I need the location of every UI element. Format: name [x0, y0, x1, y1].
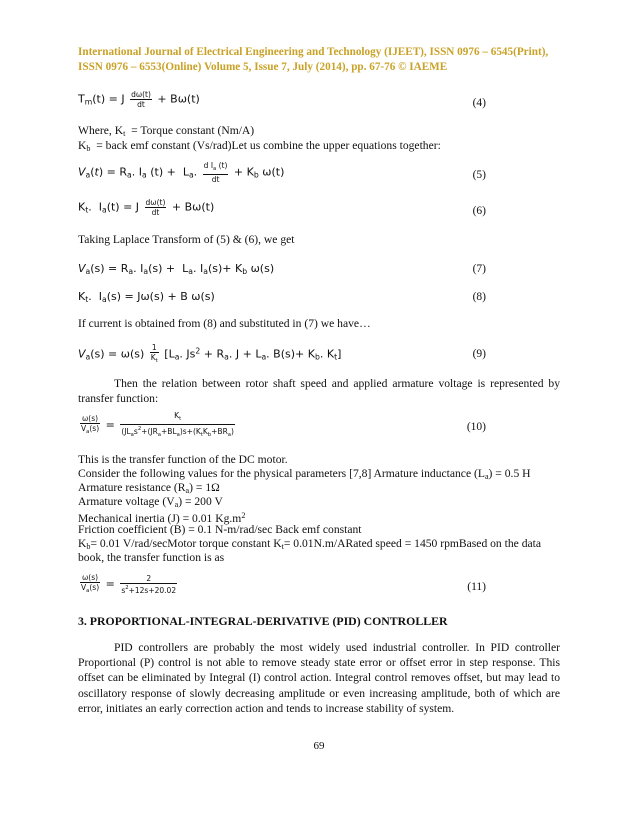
params-line-6: Friction coefficient (B) = 0.1 N-m/rad/sec Back emf constant	[78, 523, 362, 536]
params-line-3b: ) = 1Ω	[189, 481, 220, 494]
equation-4-number: (4)	[472, 97, 486, 109]
equation-5: $V_a(t) = R_a$. $I_a$ $(t) + L_a$. $\frac{d I_a (t)}{dt}$ + $K_b$ ω(t)	[78, 161, 285, 184]
params-line-1: This is the transfer function of the DC motor.	[78, 453, 288, 466]
relation-text: Then the relation between rotor shaft speed and applied armature voltage is represented by transfer function:	[78, 377, 560, 406]
header-line-1: International Journal of Electrical Engineering and Technology (IJEET), ISSN 0976 – 6545(Print),	[78, 46, 549, 58]
params-line-3a: Armature resistance (R	[78, 481, 186, 494]
equation-8-number: (8)	[472, 291, 486, 303]
params-line-4: Armature voltage $(V_a) = 200$ V	[78, 495, 223, 509]
equation-4: $T_m(t) = J$ $\frac{d\omega(t)}{dt}$ + Bω(t)	[78, 90, 200, 109]
params-line-8: book, the transfer function is as	[78, 551, 225, 564]
params-line-7a: K	[78, 537, 87, 550]
section-heading: 3. PROPORTIONAL-INTEGRAL-DERIVATIVE (PID) CONTROLLER	[78, 614, 448, 628]
equation-11: $\frac{\omega(s)}{V_a(s)}$ = $\frac{2}{s^2+12s+20.02}$	[81, 573, 177, 595]
params-line-4a: Armature voltage (V	[78, 495, 175, 508]
params-line-2a: Consider the following values for the physical parameters [7,8] Armature inductance (L	[78, 467, 485, 480]
equation-6: $K_t$. $I_a(t) = J$ $\frac{d\omega(t)}{dt}$ + Bω(t)	[78, 198, 215, 217]
where-line-1: Where, $K_t$ = Torque constant (Nm/A)	[78, 124, 255, 138]
pid-paragraph: PID controllers are probably the most widely used industrial controller. In PID controller Proportional (P) control is not able to remove steady state error or offset error in step response. This offset can be eliminated by Integral (I) control action. Integral control removes offset, but may lead to oscillatory response of slowly decreasing amplitude or even increasing amplitude, both of which are error, initiates an early correction action and tends to increase stability of system.	[78, 641, 560, 715]
params-line-7: $K_b= 0.01$ V/rad/secMotor torque constant $K_t=$ 0.01N.m/ARated speed = 1450 rpmBased on the data	[78, 537, 541, 551]
where-line-2: $K_b$ = back emf constant (Vs/rad)Let us combine the upper equations together:	[78, 139, 441, 153]
equation-11-number: (11)	[467, 581, 486, 593]
laplace-text: Taking Laplace Transform of (5) & (6), we get	[78, 233, 295, 246]
header-line-2: ISSN 0976 – 6553(Online) Volume 5, Issue 7, July (2014), pp. 67-76 © IAEME	[78, 61, 448, 73]
equation-10-number: (10)	[466, 421, 486, 433]
equation-8: $K_t$. $I_a(s) = J\omega(s) + B$ ω(s)	[78, 290, 215, 304]
current-text: If current is obtained from (8) and substituted in (7) we have…	[78, 317, 371, 330]
params-line-2: Consider the following values for the physical parameters [7,8] Armature inductance $(L_a) = 0.5$ H	[78, 467, 531, 481]
equation-6-number: (6)	[472, 205, 486, 217]
equation-5-number: (5)	[472, 169, 486, 181]
equation-9: $V_a(s) = \omega(s)$ $\frac{1}{K_t}$ [$L_a$. $Js^2 + R_a$. $J + L_a$. $B(s)+ K_b$. $K_t$]	[78, 343, 342, 364]
params-line-4b: ) = 200 V	[178, 495, 223, 508]
equation-9-number: (9)	[472, 348, 486, 360]
page-number: 69	[313, 740, 325, 752]
params-line-7b: = 0.01 V/rad/secMotor torque constant K	[90, 537, 282, 550]
params-line-3: Armature resistance $(R_a) = 1\Omega$	[78, 481, 220, 495]
params-line-7c: = 0.01N.m/ARated speed = 1450 rpmBased on the data	[283, 537, 541, 550]
equation-10: $\frac{\omega(s)}{V_a(s)}$ = $\frac{K_t}{(JL_as^2+(JR_a+BL_a)s+(K_tK_b+BR_a)}$	[81, 411, 234, 438]
equation-7-number: (7)	[472, 263, 486, 275]
params-line-2b: ) = 0.5 H	[488, 467, 531, 480]
params-line-5: Mechanical inertia (J) = 0.01 $Kg.m^2$	[78, 511, 246, 525]
params-line-5a: Mechanical inertia (J) = 0.01 Kg.m	[78, 512, 242, 525]
equation-7: $V_a(s) = R_a$. $I_a(s) + L_a$. $I_a(s)+ K_b$ ω(s)	[78, 262, 275, 276]
